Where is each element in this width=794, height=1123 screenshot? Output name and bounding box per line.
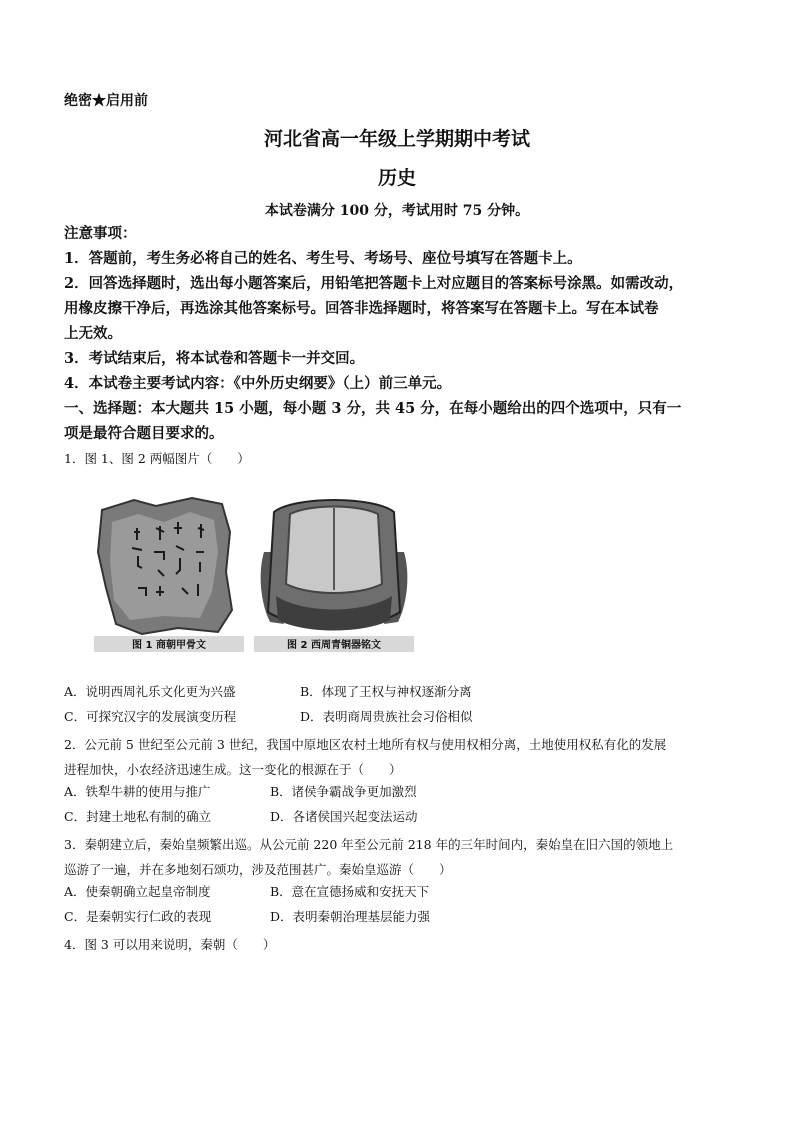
notes-line: 1．答题前，考生务必将自己的姓名、考生号、考场号、座位号填写在答题卡上。 bbox=[64, 250, 582, 267]
option-d[interactable]: D．表明商周贵族社会习俗相似 bbox=[300, 709, 473, 724]
option-a[interactable]: A．铁犁牛耕的使用与推广 bbox=[64, 784, 211, 799]
secret-mark: 绝密★启用前 bbox=[64, 93, 148, 109]
bronze-vessel-image bbox=[254, 492, 414, 652]
option-b[interactable]: B．体现了王权与神权逐渐分离 bbox=[300, 684, 472, 699]
notes-line: 3．考试结束后，将本试卷和答题卡一并交回。 bbox=[64, 350, 365, 367]
notes-line: 用橡皮擦干净后，再选涂其他答案标号。回答非选择题时，将答案写在答题卡上。写在本试卷 bbox=[64, 300, 659, 317]
question-stem: 3．秦朝建立后，秦始皇频繁出巡。从公元前 220 年至公元前 218 年的三年时间内，秦始皇在旧六国的领地上 bbox=[64, 837, 674, 852]
exam-info: 本试卷满分 100 分，考试用时 75 分钟。 bbox=[264, 203, 530, 219]
question-stem: 2．公元前 5 世纪至公元前 3 世纪，我国中原地区农村土地所有权与使用权相分离，土地使用权私有化的发展 bbox=[64, 737, 667, 752]
question-stem: 1．图 1、图 2 两幅图片（ ） bbox=[64, 451, 250, 466]
section-heading: 项是最符合题目要求的。 bbox=[64, 425, 224, 442]
option-a[interactable]: A．使秦朝确立起皇帝制度 bbox=[64, 884, 211, 899]
section-heading: 一、选择题：本大题共 15 小题，每小题 3 分，共 45 分，在每小题给出的四个选项中，只有一 bbox=[64, 400, 682, 417]
exam-subject: 历史 bbox=[377, 167, 416, 189]
option-d[interactable]: D．各诸侯国兴起变法运动 bbox=[270, 809, 418, 824]
question-stem: 4．图 3 可以用来说明，秦朝（ ） bbox=[64, 937, 276, 952]
notes-line: 2．回答选择题时，选出每小题答案后，用铅笔把答题卡上对应题目的答案标号涂黑。如需改动， bbox=[64, 275, 684, 292]
option-c[interactable]: C．封建土地私有制的确立 bbox=[64, 809, 212, 824]
notes-heading: 注意事项： bbox=[64, 225, 137, 242]
figure-2-caption: 图 2 西周青铜器铭文 bbox=[287, 640, 381, 651]
oracle-bone-image bbox=[94, 492, 244, 652]
figure-1-caption: 图 1 商朝甲骨文 bbox=[132, 640, 206, 651]
option-b[interactable]: B．意在宣德扬威和安抚天下 bbox=[270, 884, 430, 899]
question-stem: 进程加快，小农经济迅速生成。这一变化的根源在于（ ） bbox=[64, 762, 402, 777]
figure-oracle-bone bbox=[94, 492, 244, 652]
figure-bronze-vessel bbox=[254, 492, 414, 652]
option-d[interactable]: D．表明秦朝治理基层能力强 bbox=[270, 909, 431, 924]
question-stem: 巡游了一遍，并在多地刻石颂功，涉及范围甚广。秦始皇巡游（ ） bbox=[64, 862, 452, 877]
exam-title: 河北省高一年级上学期期中考试 bbox=[263, 128, 530, 150]
option-c[interactable]: C．是秦朝实行仁政的表现 bbox=[64, 909, 212, 924]
option-b[interactable]: B．诸侯争霸战争更加激烈 bbox=[270, 784, 417, 799]
option-c[interactable]: C．可探究汉字的发展演变历程 bbox=[64, 709, 237, 724]
option-a[interactable]: A．说明西周礼乐文化更为兴盛 bbox=[64, 684, 236, 699]
notes-line: 4．本试卷主要考试内容：《中外历史纲要》（上）前三单元。 bbox=[64, 375, 452, 392]
notes-line: 上无效。 bbox=[64, 325, 122, 342]
